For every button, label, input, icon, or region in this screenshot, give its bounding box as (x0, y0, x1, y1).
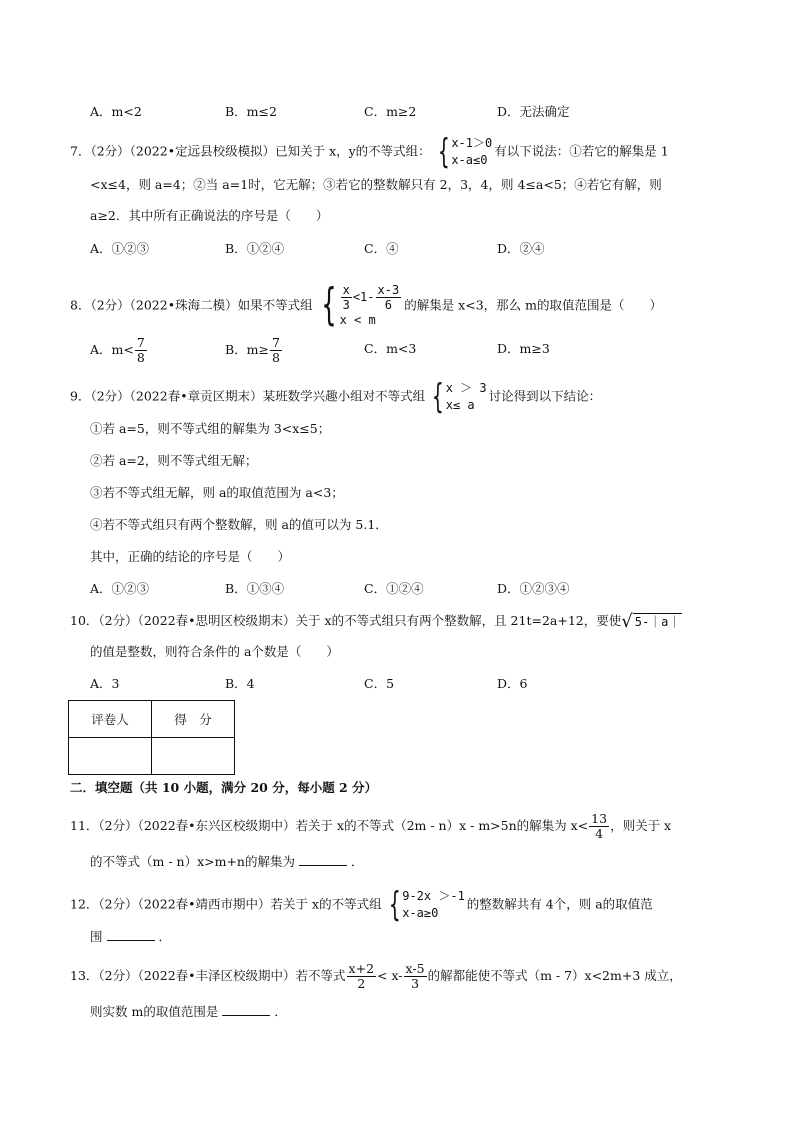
q9-option-b: B．①③④ (225, 581, 285, 596)
q11-answer-blank[interactable] (299, 853, 347, 866)
q10-option-d: D．6 (497, 676, 528, 691)
q12-sys-row2: x-a≥0 (402, 906, 439, 920)
q13-answer-blank[interactable] (222, 1003, 270, 1016)
q9-sys-row2: x≤ a (445, 398, 475, 412)
q9-claim-1: ①若 a=5，则不等式组的解集为 3<x≤5； (90, 421, 331, 436)
q11-stem (70, 812, 671, 841)
q8-option-d: D．m≥3 (497, 341, 550, 356)
q8-suffix: 的解集是 x<3，那么 m的取值范围是（ ） (404, 297, 662, 313)
q13-frac1-num: x+2 (348, 961, 375, 976)
q6-option-d: D．无法确定 (497, 104, 570, 119)
q9-question: 其中，正确的结论的序号是（ ） (90, 549, 291, 564)
q8-stem (70, 279, 662, 330)
q12-line2: 围 ． (90, 929, 172, 944)
q11-frac-num: 13 (591, 811, 608, 826)
q8-sys-row1 (340, 283, 403, 312)
score-table-grader-header: 评卷人 (69, 701, 152, 738)
q7-sys-row2: x-a≤0 (451, 153, 488, 167)
q11-frac-den: 4 (595, 826, 604, 841)
q13-frac2-den: 3 (411, 976, 420, 991)
q7-sys-row1: x-1＞0 (451, 136, 493, 150)
q8-prefix: 8．（2分）（2022•珠海二模）如果不等式组 (70, 297, 313, 313)
q9-claim-4: ④若不等式组只有两个整数解，则 a的值可以为 5.1． (90, 517, 388, 532)
q12-prefix: 12．（2分）（2022春•靖西市期中）若关于 x的不等式组 (70, 896, 382, 912)
q9-option-c: C．①②④ (364, 581, 424, 596)
q8-option-a: A．m< $\frac{7}{8}$ (90, 335, 145, 365)
q9-option-a: A．①②③ (90, 581, 150, 596)
q7-option-c: C．④ (364, 241, 399, 256)
q7-suffix: 有以下说法：①若它的解集是 1 (494, 143, 669, 159)
q10-sqrt: √ 5-｜a｜ (621, 610, 681, 632)
q10-line2: 的值是整数，则符合条件的 a个数是（ ） (90, 644, 339, 659)
q12-stem (70, 885, 653, 925)
q13-frac1-den: 2 (357, 976, 366, 991)
q12-system: { 9-2x ＞-1 x-a≥0 (388, 885, 465, 925)
q8-system: { $\frac{x}{3}$ <1- $\frac{x-3}{6}$ x < m (315, 283, 403, 329)
q13-prefix: 13．（2分）（2022春•丰泽区校级期中）若不等式 (70, 968, 346, 983)
q13-line2: 则实数 m的取值范围是 ． (90, 1004, 287, 1019)
score-table-score-header: 得 分 (152, 701, 235, 738)
q10-option-b: B．4 (225, 676, 255, 691)
q7-line3: a≥2．其中所有正确说法的序号是（ ） (90, 208, 329, 223)
q11-line2: 的不等式（m - n）x>m+n的解集为 ． (90, 854, 364, 869)
q9-sys-row1: x ＞ 3 (445, 381, 487, 395)
q9-stem (70, 377, 602, 417)
q10-sqrt-arg: 5-｜a｜ (634, 614, 681, 629)
q7-option-a: A．①②③ (90, 241, 150, 256)
q8-sys-row2: x < m (339, 313, 376, 327)
q13-mid: < x- (377, 968, 403, 983)
score-table (68, 700, 235, 775)
q7-option-b: B．①②④ (225, 241, 285, 256)
q8-frac1-num: x (342, 283, 350, 297)
q9-claim-3: ③若不等式组无解，则 a的取值范围为 a<3； (90, 485, 344, 500)
q7-line2: <x≤4，则 a=4；②当 a=1时，它无解；③若它的整数解只有 2，3，4，则 4≤a<5；④若它有解，则 (90, 177, 662, 192)
q9-prefix: 9．（2分）（2022春•章贡区期末）某班数学兴趣小组对不等式组 (70, 388, 426, 404)
q8-option-b: B．m≥ $\frac{7}{8}$ (225, 335, 280, 365)
q8-frac2-den: 6 (384, 298, 392, 312)
q9-suffix: 讨论得到以下结论： (488, 388, 602, 404)
q9-claim-2: ②若 a=2，则不等式组无解； (90, 453, 258, 468)
q10-option-c: C．5 (364, 676, 395, 691)
q10-option-a: A．3 (90, 676, 120, 691)
q11-suffix: ，则关于 x (610, 818, 672, 833)
q13-suffix: 的解都能使不等式（m - 7）x<2m+3 成立， (427, 968, 682, 983)
q7-prefix: 7．（2分）（2022•定远县校级模拟）已知关于 x，y的不等式组： (70, 143, 431, 159)
section-2-heading: 二．填空题（共 10 小题，满分 20 分，每小题 2 分） (70, 780, 378, 795)
q10-stem (70, 612, 682, 631)
score-table-grader-cell[interactable] (69, 738, 152, 775)
q7-option-d: D．②④ (497, 241, 545, 256)
q8-frac1-den: 3 (342, 298, 350, 312)
q7-stem (70, 132, 669, 172)
q8-frac2-num: x-3 (377, 283, 400, 297)
q13-stem (70, 962, 682, 991)
q12-suffix: 的整数解共有 4个，则 a的取值范 (466, 896, 653, 912)
q6-option-c: C．m≥2 (364, 104, 417, 119)
q8-option-c: C．m<3 (364, 341, 417, 356)
q9-system: { x ＞ 3 x≤ a (431, 377, 487, 417)
q9-option-d: D．①②③④ (497, 581, 570, 596)
q6-option-a: A．m<2 (90, 104, 142, 119)
score-table-score-cell[interactable] (152, 738, 235, 775)
q12-sys-row1: 9-2x ＞-1 (402, 889, 465, 903)
q13-frac2-num: x-5 (405, 961, 425, 976)
q12-answer-blank[interactable] (107, 928, 155, 941)
q8-mid: <1- (352, 290, 375, 304)
q6-option-b: B．m≤2 (225, 104, 277, 119)
q11-prefix: 11．（2分）（2022春•东兴区校级期中）若关于 x的不等式（2m - n）x - m>5n的解集为 x< (70, 818, 589, 833)
q7-system: { x-1＞0 x-a≤0 (437, 132, 493, 172)
q10-prefix: 10．（2分）（2022春•思明区校级期末）关于 x的不等式组只有两个整数解，且 21t=2a+12，要使 (70, 613, 622, 628)
